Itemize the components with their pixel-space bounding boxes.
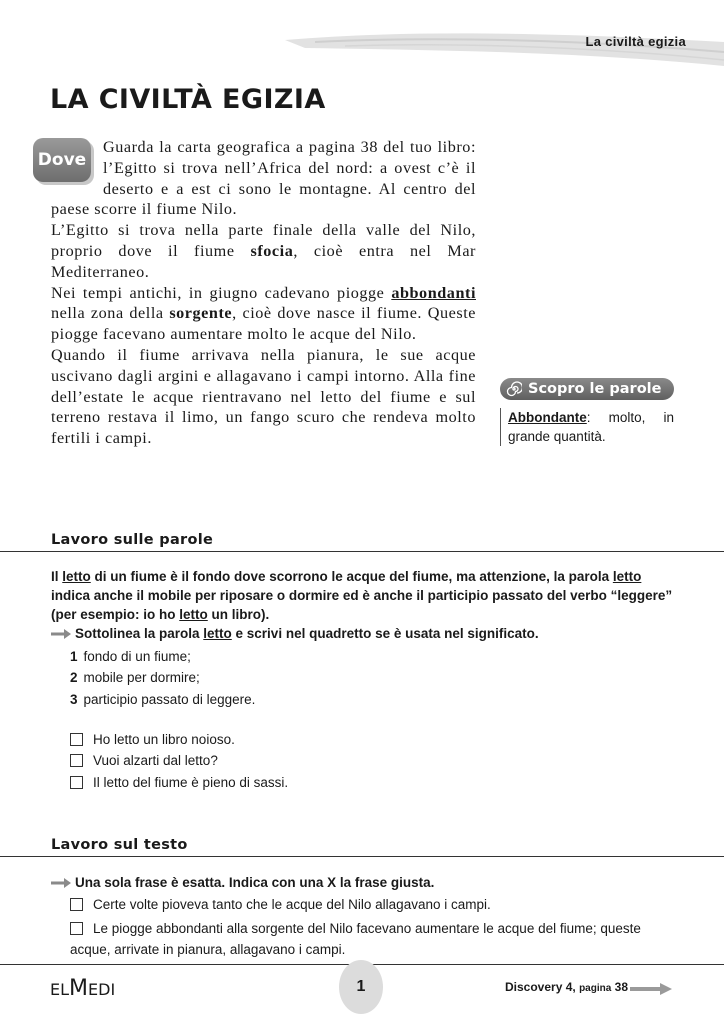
exercise-intro: Il letto di un fiume è il fondo dove scorrono le acque del fiume, ma attenzione, la parola letto indica anche il mobile per riposare o dormire ed è anche il participio passato del verbo “leggere” (per esempio: io ho letto un libro). bbox=[51, 569, 673, 622]
keyword-sfocia: sfocia bbox=[250, 241, 294, 260]
dove-badge-label: Dove bbox=[37, 150, 87, 170]
page-number: 1 bbox=[356, 978, 366, 995]
paragraph-2: L’Egitto si trova nella parte finale della valle del Nilo, proprio dove il fiume sfocia, cioè entra nel Mar Mediterraneo. bbox=[51, 221, 476, 281]
arrow-right-icon bbox=[630, 982, 672, 996]
word-letto: letto bbox=[179, 607, 208, 622]
section-rule bbox=[0, 856, 724, 857]
section-title-testo: Lavoro sul testo bbox=[51, 837, 188, 853]
publisher-logo: ELMEDI bbox=[50, 976, 116, 1001]
paragraph-3: Nei tempi antichi, in giugno cadevano piogge abbondanti nella zona della sorgente, cioè dove nasce il fiume. Queste piogge facevano aumentare molto le acque del Nilo. bbox=[51, 283, 476, 344]
section-rule bbox=[0, 551, 724, 552]
word-letto: letto bbox=[203, 626, 232, 641]
exercise-instruction: Una sola frase è esatta. Indica con una X la frase giusta. bbox=[51, 875, 434, 890]
main-text bbox=[51, 137, 476, 449]
arrow-icon bbox=[51, 878, 71, 888]
glossary-heading: Scopro le parole bbox=[528, 381, 662, 397]
running-head: La civiltà egizia bbox=[585, 34, 686, 49]
answer-box[interactable] bbox=[70, 776, 83, 789]
answer-box[interactable] bbox=[70, 733, 83, 746]
exercise-instruction: Sottolinea la parola letto e scrivi nel quadretto se è usata nel significato. bbox=[51, 626, 539, 641]
page-title: LA CIVILTÀ EGIZIA bbox=[50, 84, 326, 115]
meaning-item: 3 participio passato di leggere. bbox=[70, 692, 256, 707]
glossary-definition: Abbondante: molto, in grande quantità. bbox=[500, 408, 674, 446]
sentence-item: Vuoi alzarti dal letto? bbox=[70, 753, 218, 768]
paragraph-1: Guarda la carta geografica a pagina 38 del tuo libro: l’Egitto si trova nell’Africa del nord: a ovest c’è il deserto e a est ci sono le montagne. Al centro del paese scorre il fiume Nilo. bbox=[51, 138, 476, 219]
word-letto: letto bbox=[62, 569, 91, 584]
spiral-icon bbox=[506, 381, 522, 397]
arrow-icon bbox=[51, 629, 71, 639]
sentence-item: Il letto del fiume è pieno di sassi. bbox=[70, 775, 288, 790]
keyword-sorgente: sorgente bbox=[169, 304, 233, 323]
keyword-abbondanti: abbondanti bbox=[391, 283, 476, 302]
answer-box[interactable] bbox=[70, 922, 83, 935]
meaning-item: 1 fondo di un fiume; bbox=[70, 649, 191, 664]
option-item: Certe volte pioveva tanto che le acque del Nilo allagavano i campi. bbox=[70, 897, 491, 912]
meaning-item: 2 mobile per dormire; bbox=[70, 670, 200, 685]
book-reference: Discovery 4, pagina 38 bbox=[505, 980, 628, 994]
glossary-box bbox=[500, 378, 674, 446]
section-title-parole: Lavoro sulle parole bbox=[51, 532, 214, 548]
sentence-item: Ho letto un libro noioso. bbox=[70, 732, 235, 747]
answer-box[interactable] bbox=[70, 898, 83, 911]
word-letto: letto bbox=[612, 569, 642, 584]
glossary-term: Abbondante bbox=[508, 410, 587, 425]
paragraph-4: Quando il fiume arrivava nella pianura, le sue acque uscivano dagli argini e allagavano i campi intorno. Alla fine dell’estate le acque rientravano nel letto del fiume e sul terreno restava il limo, un fango scuro che rendeva molto fertili i campi. bbox=[51, 345, 476, 448]
answer-box[interactable] bbox=[70, 754, 83, 767]
glossary-heading-pill bbox=[500, 378, 674, 400]
page-number-badge bbox=[339, 960, 383, 1014]
option-item: Le piogge abbondanti alla sorgente del Nilo facevano aumentare le acque del fiume; queste acque, arrivate in pianura, allagavano i campi. bbox=[70, 921, 641, 957]
